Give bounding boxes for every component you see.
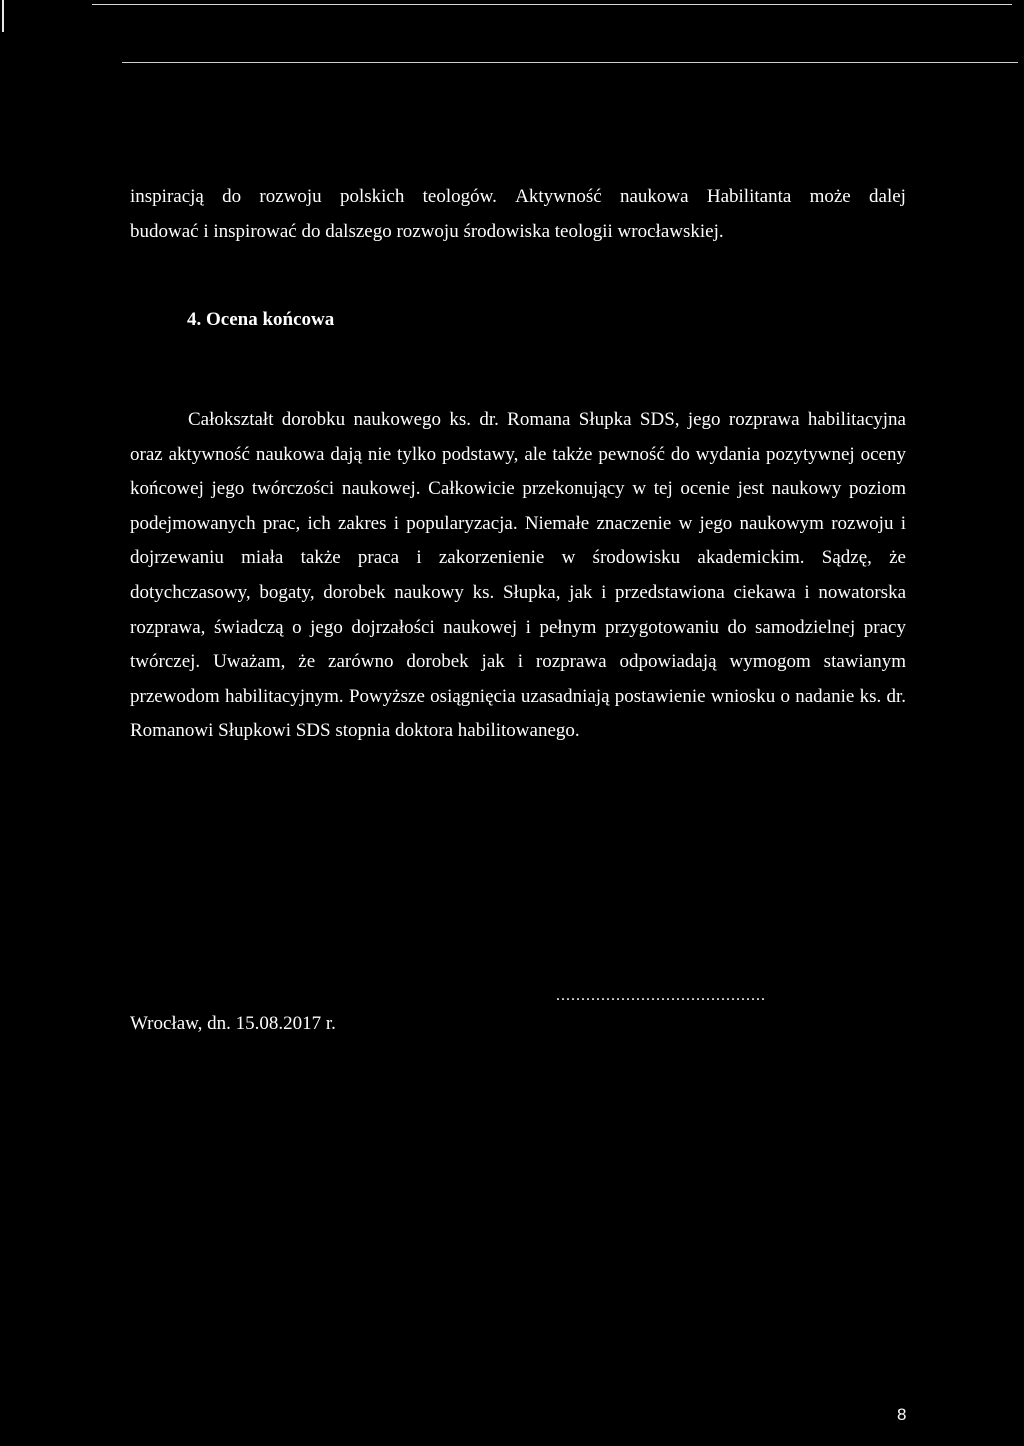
scan-top-border — [92, 4, 1012, 5]
place-and-date: Wrocław, dn. 15.08.2017 r. — [130, 1013, 336, 1034]
intro-word: inspiracją — [130, 186, 204, 207]
intro-word: rozwoju — [259, 186, 322, 207]
final-assessment-paragraph: Całokształt dorobku naukowego ks. dr. Romana Słupka SDS, jego rozprawa habilitacyjna oraz aktywność naukowa dają nie tylko podstawy, ale także pewność do wydania pozytywnej oceny końcowej jego twórczości naukowej. Całkowicie przekonujący w tej ocenie jest naukowy poziom podejmowanych prac, ich zakres i popularyzacja. Niemałe znaczenie w jego naukowym rozwoju i dojrzewaniu miała także praca i zakorzenienie w środowisku akademickim. Sądzę, że dotychczasowy, bogaty, dorobek naukowy ks. Słupka, jak i przedstawiona ciekawa i nowatorska rozprawa, świadczą o jego dojrzałości naukowej i pełnym przygotowaniu do samodzielnej pracy twórczej. Uważam, że zarówno dorobek jak i rozprawa odpowiadają wymogom stawianym przewodom habilitacyjnym. Powyższe osiągnięcia uzasadniają postawienie wniosku o nadanie ks. dr. Romanowi Słupkowi SDS stopnia doktora habilitowanego. — [130, 409, 906, 742]
intro-word: Aktywność — [515, 186, 602, 207]
intro-word: Habilitanta — [706, 186, 792, 207]
section-heading: 4. Ocena końcowa — [187, 309, 335, 330]
intro-text-line-1 — [130, 185, 906, 209]
intro-word: do — [222, 186, 242, 207]
page-number: 8 — [897, 1405, 907, 1424]
header-rule — [122, 62, 1018, 63]
intro-word: polskich — [339, 186, 405, 207]
intro-word: dalej — [869, 186, 906, 207]
intro-word: naukowa — [620, 186, 689, 207]
intro-word: może — [809, 186, 851, 207]
intro-word: teologów. — [422, 186, 497, 207]
scan-edge-mark — [2, 0, 4, 32]
signature-line: .......................................... — [556, 987, 766, 1004]
intro-text-line-2: budować i inspirować do dalszego rozwoju środowiska teologii wrocławskiej. — [130, 221, 724, 242]
